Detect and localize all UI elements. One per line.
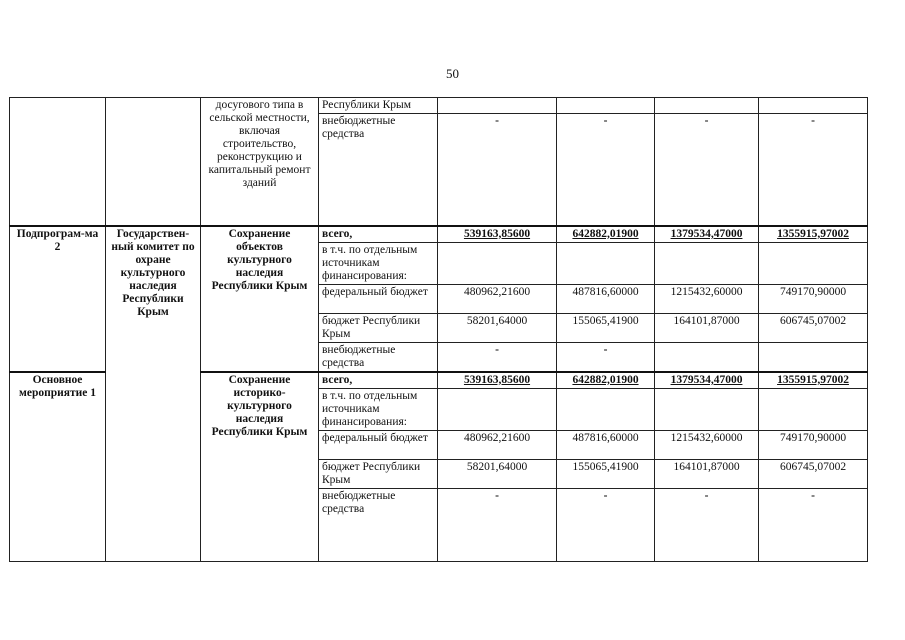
- activity-cell: Сохранение объектов культурного наследия Республики Крым: [201, 226, 319, 372]
- value-cell: 1355915,97002: [759, 226, 868, 243]
- value-cell: 487816,60000: [557, 284, 655, 313]
- status-cell: Основное мероприятие 1: [10, 372, 106, 562]
- source-cell: в т.ч. по отдельным источникам финансирования:: [319, 242, 438, 284]
- value-cell: [759, 98, 868, 114]
- activity-cell: досугового типа в сельской местности, включая строительство, реконструкцию и капитальный ремонт зданий: [201, 98, 319, 226]
- activity-cell: Сохранение историко-культурного наследия Республики Крым: [201, 372, 319, 562]
- value-cell: [655, 342, 759, 372]
- value-cell: -: [557, 342, 655, 372]
- executor-cell: Государствен-ный комитет по охране культурного наследия Республики Крым: [106, 226, 201, 562]
- value-cell: [655, 242, 759, 284]
- value-cell: 606745,07002: [759, 459, 868, 488]
- value-cell: 155065,41900: [557, 459, 655, 488]
- source-cell: бюджет Республики Крым: [319, 459, 438, 488]
- value-cell: 155065,41900: [557, 313, 655, 342]
- value-cell: 164101,87000: [655, 313, 759, 342]
- value-cell: -: [438, 114, 557, 226]
- value-cell: 1215432,60000: [655, 430, 759, 459]
- value-cell: 606745,07002: [759, 313, 868, 342]
- value-cell: 749170,90000: [759, 430, 868, 459]
- executor-cell: [106, 98, 201, 226]
- value-cell: -: [438, 342, 557, 372]
- source-cell: бюджет Республики Крым: [319, 313, 438, 342]
- source-cell: федеральный бюджет: [319, 284, 438, 313]
- value-cell: 1355915,97002: [759, 372, 868, 389]
- value-cell: 642882,01900: [557, 372, 655, 389]
- source-cell: всего,: [319, 226, 438, 243]
- source-cell: Республики Крым: [319, 98, 438, 114]
- value-cell: [438, 98, 557, 114]
- value-cell: 58201,64000: [438, 313, 557, 342]
- value-cell: 539163,85600: [438, 226, 557, 243]
- value-cell: [557, 388, 655, 430]
- value-cell: -: [438, 488, 557, 561]
- table-row: [10, 226, 868, 243]
- source-cell: внебюджетные средства: [319, 114, 438, 226]
- value-cell: 487816,60000: [557, 430, 655, 459]
- value-cell: [759, 242, 868, 284]
- value-cell: [759, 342, 868, 372]
- value-cell: 480962,21600: [438, 284, 557, 313]
- source-cell: федеральный бюджет: [319, 430, 438, 459]
- value-cell: [655, 98, 759, 114]
- value-cell: [759, 388, 868, 430]
- value-cell: [557, 242, 655, 284]
- status-cell: Подпрограм-ма 2: [10, 226, 106, 372]
- source-cell: внебюджетные средства: [319, 488, 438, 561]
- page-number: 50: [446, 66, 459, 81]
- status-cell: [10, 98, 106, 226]
- source-cell: внебюджетные средства: [319, 342, 438, 372]
- source-cell: всего,: [319, 372, 438, 389]
- funding-table: [9, 97, 868, 562]
- value-cell: [557, 98, 655, 114]
- value-cell: -: [655, 114, 759, 226]
- value-cell: [438, 242, 557, 284]
- value-cell: [655, 388, 759, 430]
- value-cell: -: [759, 488, 868, 561]
- value-cell: 1215432,60000: [655, 284, 759, 313]
- source-cell: в т.ч. по отдельным источникам финансирования:: [319, 388, 438, 430]
- value-cell: 749170,90000: [759, 284, 868, 313]
- value-cell: -: [759, 114, 868, 226]
- value-cell: 480962,21600: [438, 430, 557, 459]
- value-cell: 1379534,47000: [655, 226, 759, 243]
- value-cell: -: [655, 488, 759, 561]
- table-row: [10, 98, 868, 114]
- value-cell: 58201,64000: [438, 459, 557, 488]
- value-cell: 1379534,47000: [655, 372, 759, 389]
- value-cell: 642882,01900: [557, 226, 655, 243]
- value-cell: [438, 388, 557, 430]
- value-cell: 539163,85600: [438, 372, 557, 389]
- value-cell: -: [557, 114, 655, 226]
- value-cell: -: [557, 488, 655, 561]
- value-cell: 164101,87000: [655, 459, 759, 488]
